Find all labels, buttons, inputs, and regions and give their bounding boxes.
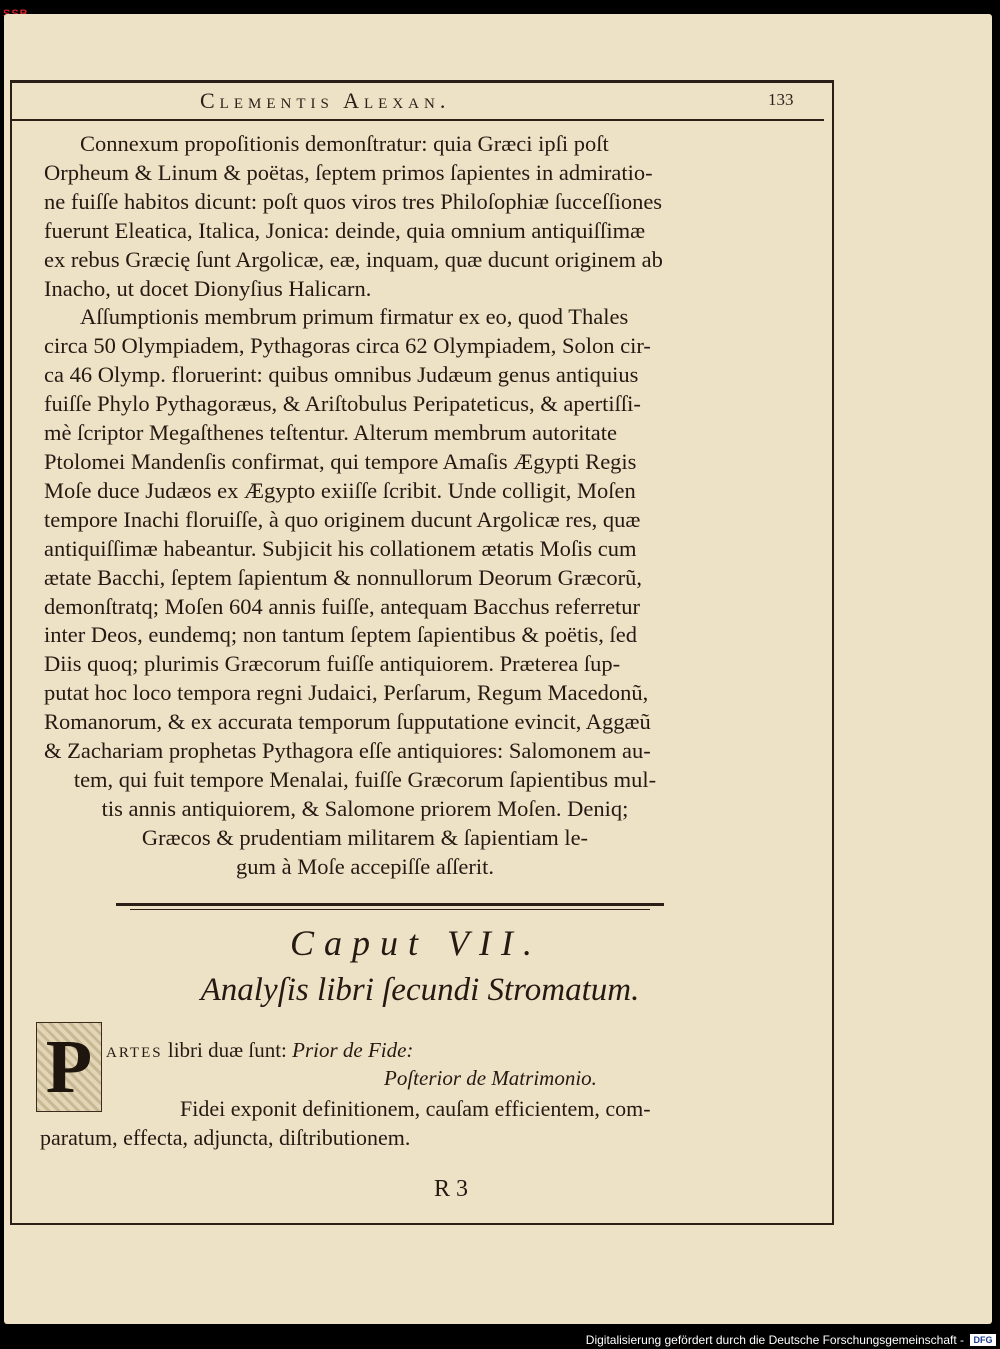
partes-text: libri duæ ſunt:: [162, 1038, 293, 1062]
running-head: Clementis Alexan.: [200, 88, 451, 113]
body-line: Inacho, ut docet Dionyſius Halicarn.: [44, 275, 372, 301]
initial-letter: P: [45, 1025, 93, 1109]
chapter-title: Caput VII.: [290, 923, 542, 963]
section-divider: [116, 903, 664, 906]
body-line: Aſſumptionis membrum primum firmatur ex eo, quod Thales: [80, 304, 629, 330]
section-divider-thin: [130, 909, 650, 910]
body-line: demonſtratq; Moſen 604 annis fuiſſe, antequam Bacchus referretur: [44, 593, 641, 619]
partes-posterior: Poſterior de Matrimonio.: [384, 1066, 597, 1090]
body-line: putat hoc loco tempora regni Judaici, Perſarum, Regum Macedonũ,: [44, 680, 649, 706]
body-line: tem, qui fuit tempore Menalai, fuiſſe Græcorum ſapientibus mul-: [73, 766, 657, 792]
body-line: circa 50 Olympiadem, Pythagoras circa 62 Olympiadem, Solon cir-: [44, 333, 651, 359]
partes-prior: Prior de Fide:: [292, 1038, 414, 1062]
body-line: inter Deos, eundemq; non tantum ſeptem ſapientibus & poëtis, ſed: [44, 622, 638, 648]
dfg-logo: DFG: [970, 1334, 996, 1346]
body-line: Romanorum, & ex accurata temporum ſupputatione evincit, Aggæũ: [44, 709, 651, 735]
signature-mark: R 3: [434, 1176, 469, 1202]
body-line: mè ſcriptor Megaſthenes teſtentur. Alterum membrum autoritate: [44, 420, 617, 446]
body-line: ca 46 Olymp. floruerint: quibus omnibus Judæum genus antiquius: [44, 362, 639, 388]
decorated-initial: [36, 1022, 102, 1112]
body-line: gum à Moſe accepiſſe aſſerit.: [235, 853, 494, 879]
page-number: 133: [768, 90, 794, 109]
body-line: fuiſſe Phylo Pythagoræus, & Ariſtobulus Peripateticus, & apertiſſi-: [44, 391, 641, 417]
body-line: Orpheum & Linum & poëtas, ſeptem primos ſapientes in admiratio-: [44, 159, 653, 185]
footer-credit: Digitalisierung gefördert durch die Deutsche Forschungsgemeinschaft -: [585, 1333, 964, 1347]
body-line: Connexum propoſitionis demonſtratur: quia Græci ipſi poſt: [80, 131, 609, 156]
fidei-line: Fidei exponit definitionem, cauſam efficientem, com-: [180, 1096, 651, 1121]
body-line: ne fuiſſe habitos dicunt: poſt quos viros tres Philoſophiæ ſucceſſiones: [44, 188, 663, 214]
body-text: [44, 130, 726, 882]
body-line: Græcos & prudentiam militarem & ſapientiam le-: [141, 824, 589, 850]
body-line: tempore Inachi floruiſſe, à quo originem ducunt Argolicæ res, quæ: [44, 506, 641, 532]
body-line: Diis quoq; plurimis Græcorum fuiſſe antiquiorem. Præterea ſup-: [44, 651, 621, 677]
body-line: & Zachariam prophetas Pythagora eſſe antiquiores: Salomonem au-: [44, 738, 651, 764]
body-line: fuerunt Eleatica, Italica, Jonica: deinde, quia omnium antiquiſſimæ: [44, 217, 646, 243]
body-line: Moſe duce Judæos ex Ægypto exiiſſe ſcribit. Unde colligit, Moſen: [44, 477, 636, 503]
partes-line: [106, 1038, 413, 1063]
body-line: ex rebus Græcię ſunt Argolicæ, eæ, inquam, quæ ducunt originem ab: [44, 246, 663, 272]
body-line: antiquiſſimæ habeantur. Subjicit his collationem ætatis Moſis cum: [44, 535, 637, 561]
partes-lead: artes: [106, 1038, 163, 1062]
body-line: tis annis antiquiorem, & Salomone priorem Moſen. Deniq;: [101, 795, 629, 821]
body-line: Ptolomei Mandenſis confirmat, qui tempore Amaſis Ægypti Regis: [44, 448, 637, 474]
header-rule: [10, 119, 824, 121]
body-line: ætate Bacchi, ſeptem ſapientum & nonnullorum Deorum Græcorũ,: [44, 564, 642, 590]
fidei-line: paratum, effecta, adjuncta, diſtributionem.: [40, 1125, 411, 1150]
chapter-subtitle: Analyſis libri ſecundi Stromatum.: [200, 972, 640, 1008]
